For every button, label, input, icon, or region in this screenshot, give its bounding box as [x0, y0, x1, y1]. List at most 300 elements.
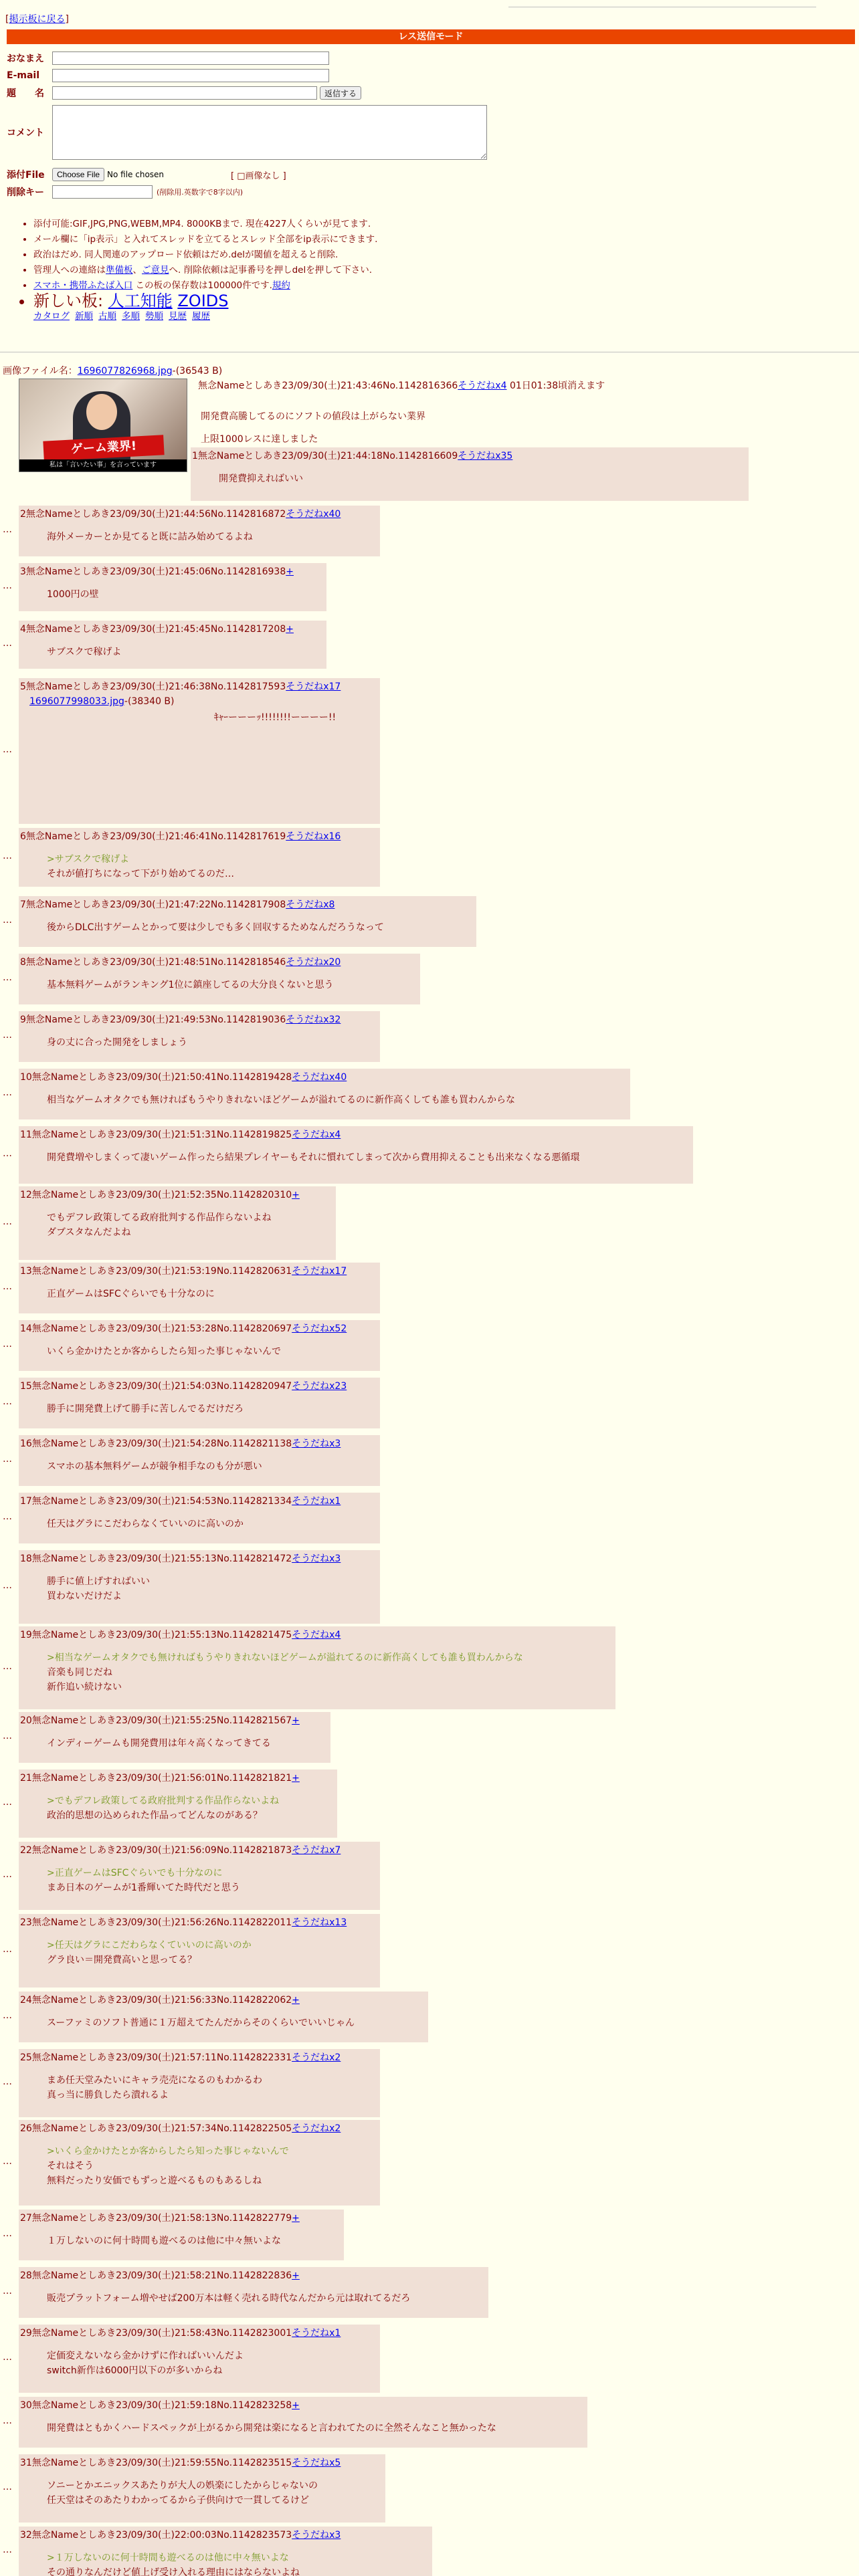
- reply-body: [20, 1509, 375, 1531]
- reply-header: [20, 1915, 375, 1930]
- reply-number: 22: [20, 1845, 32, 1856]
- reply-datetime[interactable]: 23/09/30(土)21:44:18No.1142816609: [282, 451, 458, 461]
- body-line: 任天堂はそのあたりわかってるから子供向けで一貫してるけど: [47, 2495, 309, 2506]
- reply-name: 無念Nameとしあき: [25, 509, 110, 520]
- reply-body: [20, 2283, 483, 2306]
- quote-line: >任天はグラにこだわらなくていいのに高いのか: [47, 1940, 252, 1951]
- reply-body: [20, 579, 321, 602]
- reply-number: 26: [20, 2123, 32, 2134]
- reply-header: [20, 1494, 375, 1509]
- reply-header: [20, 622, 321, 637]
- reply-header: [20, 2050, 375, 2065]
- body-line: ソニーとかエニックスあたりが大人の娯楽にしたからじゃないの: [47, 2480, 318, 2491]
- reply-body: [20, 2341, 375, 2378]
- reply-datetime[interactable]: 23/09/30(土)21:45:45No.1142817208: [110, 624, 286, 635]
- reply-datetime[interactable]: 23/09/30(土)21:59:18No.1142823258: [116, 2400, 292, 2411]
- reply-indent-dots: …: [3, 1216, 12, 1227]
- rule-item: • 政治はだめ. 同人関連のアップロード依頼はだめ.delが閾値を超えると削除.: [33, 247, 377, 263]
- reply-indent-dots: …: [3, 524, 12, 535]
- reply-name: 無念Nameとしあき: [31, 1190, 116, 1200]
- body-line: スーファミのソフト普通に１万超えてたんだからそのくらいでいいじゃん: [47, 2018, 355, 2028]
- body-line: でもデフレ政策してる政府批判する作品作らないよね: [47, 1212, 272, 1223]
- body-line: インディーゲームも開発費用は年々高くなってきてる: [47, 1738, 271, 1749]
- reply-body: [20, 1394, 375, 1416]
- reply-number: 9: [20, 1014, 26, 1025]
- reply-name: 無念Nameとしあき: [25, 1014, 110, 1025]
- reply-name: 無念Nameとしあき: [25, 831, 110, 842]
- reply-body: [192, 463, 743, 486]
- image-banner-text: ゲーム業界!: [43, 435, 164, 461]
- sodane-button[interactable]: +: [292, 2270, 300, 2281]
- catalog-links: [33, 309, 377, 324]
- name-label: おなまえ: [7, 53, 44, 64]
- reply-post: [19, 896, 476, 947]
- new-boards: • 新しい板: 人工知能 ZOIDS: [33, 294, 377, 309]
- reply-name: 無念Nameとしあき: [31, 1845, 116, 1856]
- image-caption-text: 私は「言いたい事」を言っています: [19, 459, 187, 471]
- sort-momentum-link[interactable]: 勢順: [145, 311, 163, 322]
- reply-header: [20, 1264, 375, 1279]
- reply-number: 16: [20, 1438, 32, 1449]
- reply-number: 32: [20, 2530, 32, 2541]
- reply-datetime[interactable]: 23/09/30(土)21:51:31No.1142819825: [116, 1130, 292, 1140]
- reply-body: [20, 2543, 427, 2576]
- sodane-button[interactable]: +: [292, 2213, 300, 2224]
- reply-header: [20, 1551, 375, 1566]
- sort-many-link[interactable]: 多順: [122, 311, 140, 322]
- reply-header: [20, 2121, 375, 2136]
- reply-body: [20, 1858, 375, 1895]
- body-line: 政治的思想の込められた作品ってどんなのがある？: [47, 1810, 262, 1821]
- reply-file-size: -(38340 B): [124, 696, 175, 707]
- body-line: １万しないのに何十時間も遊べるのは他に中々無いよな: [47, 2236, 281, 2246]
- reply-datetime[interactable]: 23/09/30(土)21:54:53No.1142821334: [116, 1496, 292, 1507]
- reply-body: [20, 1085, 625, 1107]
- sodane-button[interactable]: そうだねx2: [292, 2052, 341, 2063]
- op-datetime[interactable]: 23/09/30(土)21:43:46No.1142816366: [282, 381, 458, 391]
- reply-indent-dots: …: [3, 2482, 12, 2492]
- reply-number: 10: [20, 1072, 32, 1083]
- body-line: サブスクで稼げよ: [47, 647, 122, 657]
- reply-body: [20, 1279, 375, 1301]
- reply-post: [19, 1914, 380, 1988]
- op-file-link[interactable]: 1696077826968.jpg: [77, 366, 173, 377]
- reply-datetime[interactable]: 23/09/30(土)21:54:03No.1142820947: [116, 1381, 292, 1392]
- reply-datetime[interactable]: 23/09/30(土)21:54:28No.1142821138: [116, 1438, 292, 1449]
- op-line: 開発費高騰してるのにソフトの値段は上がらない業界: [201, 411, 425, 422]
- reply-datetime[interactable]: 23/09/30(土)21:45:06No.1142816938: [110, 566, 286, 577]
- reply-indent-dots: …: [3, 2228, 12, 2239]
- image-face-shape: [86, 394, 117, 430]
- quote-line: >相当なゲームオタクでも無ければもうやりきれないほどゲームが溢れてるのに新作高くしても誰も買わんからな: [47, 1652, 523, 1663]
- sodane-button[interactable]: +: [286, 566, 294, 577]
- body-line: 相当なゲームオタクでも無ければもうやりきれないほどゲームが溢れてるのに新作高くしても誰も買わんからな: [47, 1095, 515, 1105]
- reply-post: [19, 2397, 587, 2448]
- reply-datetime[interactable]: 23/09/30(土)22:00:03No.1142823573: [116, 2530, 292, 2541]
- reply-post: [19, 1263, 380, 1313]
- sodane-button[interactable]: そうだねx7: [292, 1845, 341, 1856]
- body-line: 正直ゲームはSFCぐらいでも十分なのに: [47, 1289, 215, 1299]
- rule-item: • メール欄に「ip表示」と入れてスレッドを立てるとスレッド全部をip表示にできます.: [33, 232, 377, 247]
- comment-textarea[interactable]: [52, 105, 487, 160]
- sodane-button[interactable]: そうだねx20: [286, 957, 341, 968]
- reply-indent-dots: …: [3, 915, 12, 926]
- reply-name: 無念Nameとしあき: [25, 624, 110, 635]
- body-line: 新作追い続けない: [47, 1682, 122, 1693]
- sodane-button[interactable]: そうだねx1: [292, 1496, 341, 1507]
- reply-datetime[interactable]: 23/09/30(土)21:57:34No.1142822505: [116, 2123, 292, 2134]
- reply-number: 23: [20, 1917, 32, 1928]
- body-line: それが値打ちになって下がり始めてるのだ…: [47, 869, 234, 879]
- reply-number: 11: [20, 1130, 32, 1140]
- reply-number: 14: [20, 1323, 32, 1334]
- reply-number: 31: [20, 2458, 32, 2468]
- reply-datetime[interactable]: 23/09/30(土)21:47:22No.1142817908: [110, 899, 286, 910]
- reply-post: [19, 1493, 380, 1543]
- board-link[interactable]: 準備板: [106, 265, 133, 276]
- sort-old-link[interactable]: 古順: [98, 311, 116, 322]
- sodane-button[interactable]: そうだねx16: [286, 831, 341, 842]
- reply-header: [20, 1993, 423, 2008]
- reply-post: [19, 2120, 380, 2206]
- catalog-link[interactable]: カタログ: [33, 311, 70, 322]
- reply-number: 8: [20, 957, 26, 968]
- reply-body: [20, 1930, 375, 1967]
- sodane-button[interactable]: +: [292, 2400, 300, 2411]
- email-input[interactable]: [52, 69, 329, 82]
- sodane-button[interactable]: そうだねx3: [292, 1438, 341, 1449]
- reply-name: 無念Nameとしあき: [25, 899, 110, 910]
- sodane-button[interactable]: そうだねx8: [286, 899, 335, 910]
- reply-body: [20, 844, 375, 881]
- reply-indent-dots: …: [3, 1580, 12, 1591]
- reply-name: 無念Nameとしあき: [31, 1323, 116, 1334]
- reply-body: [20, 2413, 582, 2436]
- reply-header: [20, 1128, 688, 1142]
- reply-indent-dots: …: [3, 1731, 12, 1741]
- sodane-button[interactable]: そうだねx2: [292, 2123, 341, 2134]
- reply-name: 無念Nameとしあき: [31, 1553, 116, 1564]
- reply-header: [20, 1379, 375, 1394]
- reply-post: [19, 506, 380, 556]
- sodane-button[interactable]: +: [292, 1190, 300, 1200]
- reply-post: [19, 1186, 336, 1260]
- sodane-button[interactable]: そうだねx4: [292, 1130, 341, 1140]
- reply-body: [20, 2136, 375, 2188]
- sodane-button[interactable]: そうだねx1: [292, 2328, 341, 2339]
- reply-datetime[interactable]: 23/09/30(土)21:59:55No.1142823515: [116, 2458, 292, 2468]
- reply-datetime[interactable]: 23/09/30(土)21:58:13No.1142822779: [116, 2213, 292, 2224]
- op-thumbnail-image[interactable]: [19, 379, 187, 472]
- reply-header: [20, 2326, 375, 2341]
- reply-post: [19, 2325, 380, 2393]
- reply-indent-dots: …: [3, 1148, 12, 1159]
- reply-form: [7, 49, 542, 201]
- sodane-button[interactable]: +: [292, 1773, 300, 1784]
- quote-line: >サブスクで稼げよ: [47, 854, 130, 865]
- reply-indent-dots: …: [3, 1339, 12, 1350]
- subject-input[interactable]: [52, 86, 317, 100]
- reply-datetime[interactable]: 23/09/30(土)21:55:13No.1142821472: [116, 1553, 292, 1564]
- op-body: [201, 405, 425, 451]
- reply-indent-dots: …: [3, 1944, 12, 1955]
- reply-name: 無念Nameとしあき: [25, 957, 110, 968]
- reply-post: [19, 2454, 385, 2523]
- op-name: 無念Nameとしあき: [198, 381, 282, 391]
- sodane-button[interactable]: そうだねx40: [286, 509, 341, 520]
- reply-body: [20, 1027, 375, 1050]
- reply-name: 無念Nameとしあき: [31, 1438, 116, 1449]
- reply-datetime[interactable]: 23/09/30(土)21:53:19No.1142820631: [116, 1266, 292, 1277]
- reply-number: 12: [20, 1190, 32, 1200]
- reply-name: 無念Nameとしあき: [31, 1266, 116, 1277]
- reply-indent-dots: …: [3, 2076, 12, 2087]
- reply-number: 28: [20, 2270, 32, 2281]
- delete-key-label: 削除キー: [7, 187, 44, 198]
- submit-reply-button[interactable]: 返信する: [320, 86, 361, 100]
- op-sodane-button[interactable]: そうだねx4: [458, 381, 507, 391]
- sodane-button[interactable]: そうだねx23: [292, 1381, 347, 1392]
- reply-body: [20, 2226, 339, 2248]
- reply-body: [20, 1451, 375, 1474]
- reply-post: [19, 2049, 380, 2117]
- reply-file-link[interactable]: 1696077998033.jpg: [29, 696, 124, 707]
- reply-body: [20, 637, 321, 659]
- reply-datetime[interactable]: 23/09/30(土)21:56:33No.1142822062: [116, 1995, 292, 2006]
- sodane-button[interactable]: そうだねx4: [292, 1630, 341, 1640]
- reply-name: 無念Nameとしあき: [31, 1630, 116, 1640]
- sodane-button[interactable]: +: [292, 1715, 300, 1726]
- sodane-button[interactable]: そうだねx17: [292, 1266, 347, 1277]
- reply-datetime[interactable]: 23/09/30(土)21:55:13No.1142821475: [116, 1630, 292, 1640]
- body-line: 1000円の壁: [47, 589, 99, 600]
- reply-datetime[interactable]: 23/09/30(土)21:46:41No.1142817619: [110, 831, 286, 842]
- reply-number: 27: [20, 2213, 32, 2224]
- reply-body: [20, 2470, 380, 2508]
- sodane-button[interactable]: +: [292, 1995, 300, 2006]
- reply-header: [20, 2528, 427, 2543]
- reply-post: [19, 1769, 337, 1838]
- reply-datetime[interactable]: 23/09/30(土)21:50:41No.1142819428: [116, 1072, 292, 1083]
- quote-line: >でもデフレ政策してる政府批判する作品作らないよね: [47, 1796, 280, 1806]
- reply-name: 無念Nameとしあき: [31, 2213, 116, 2224]
- body-line: 勝手に値上げすればいい: [47, 1576, 150, 1587]
- reply-name: 無念Nameとしあき: [197, 451, 282, 461]
- sodane-button[interactable]: そうだねx40: [292, 1072, 347, 1083]
- reply-post: [19, 1378, 380, 1428]
- reply-header: [20, 1843, 375, 1858]
- back-link-wrapper: [掲示板に戻る]: [5, 14, 69, 25]
- reply-name: 無念Nameとしあき: [31, 2123, 116, 2134]
- sodane-button[interactable]: そうだねx5: [292, 2458, 341, 2468]
- reply-post: [19, 1011, 380, 1062]
- reply-indent-dots: …: [3, 1661, 12, 1672]
- reply-number: 1: [192, 451, 198, 461]
- board-link-ai[interactable]: 人工知能: [108, 292, 173, 310]
- reply-indent-dots: …: [3, 1797, 12, 1808]
- reply-name: 無念Nameとしあき: [31, 1917, 116, 1928]
- body-line: 海外メーカーとか見てると既に詰み始めてるよね: [47, 532, 253, 542]
- reply-datetime[interactable]: 23/09/30(土)21:56:26No.1142822011: [116, 1917, 292, 1928]
- quote-line: >１万しないのに何十時間も遊べるのは他に中々無いよな: [47, 2553, 289, 2563]
- body-line: 無料だったり安価でもずっと遊べるものもあるしね: [47, 2175, 262, 2186]
- reply-body: [20, 1566, 375, 1604]
- sodane-button[interactable]: そうだねx35: [458, 451, 513, 461]
- reply-number: 25: [20, 2052, 32, 2063]
- reply-indent-dots: …: [3, 2010, 12, 2021]
- reply-indent-dots: …: [3, 1087, 12, 1098]
- viewed-link[interactable]: 見歴: [169, 311, 187, 322]
- reply-post: [19, 621, 326, 669]
- reply-post: [19, 828, 380, 887]
- history-link[interactable]: 履歴: [192, 311, 210, 322]
- reply-name: 無念Nameとしあき: [31, 1773, 116, 1784]
- reply-indent-dots: …: [3, 1396, 12, 1407]
- op-header: [198, 379, 605, 392]
- reply-name: 無念Nameとしあき: [31, 2270, 116, 2281]
- name-input[interactable]: [52, 51, 329, 65]
- reply-indent-dots: …: [3, 851, 12, 861]
- reply-indent-dots: …: [3, 2352, 12, 2363]
- reply-name: 無念Nameとしあき: [31, 1995, 116, 2006]
- board-link-zoids[interactable]: ZOIDS: [177, 292, 229, 310]
- board-rules: [33, 217, 377, 324]
- reply-post: [191, 447, 749, 501]
- reply-name: 無念Nameとしあき: [25, 681, 110, 692]
- reply-indent-dots: …: [3, 2286, 12, 2296]
- reply-header: [20, 1321, 375, 1336]
- sodane-button[interactable]: +: [286, 624, 294, 635]
- reply-header: [20, 955, 415, 970]
- reply-number: 13: [20, 1266, 32, 1277]
- reply-name: 無念Nameとしあき: [31, 1496, 116, 1507]
- sodane-button[interactable]: そうだねx3: [292, 1553, 341, 1564]
- reply-indent-dots: …: [3, 744, 12, 755]
- reply-header: [20, 1012, 375, 1027]
- body-line: 身の丈に合った開発をしましょう: [47, 1037, 187, 1048]
- body-line: ダブスタなんだよね: [47, 1227, 131, 1238]
- reply-indent-dots: …: [3, 1281, 12, 1292]
- terms-link[interactable]: 規約: [272, 280, 290, 291]
- body-line: その通りなんだけど値上げ受け入れる理由にはならないよね: [47, 2567, 300, 2576]
- reply-post: [19, 1320, 380, 1371]
- reply-number: 19: [20, 1630, 32, 1640]
- quote-line: >いくら金かけたとか客からしたら知った事じゃないんで: [47, 2146, 289, 2157]
- reply-name: 無念Nameとしあき: [31, 2400, 116, 2411]
- rule-item: • スマホ・携帯ふたば入口 この板の保存数は100000件です.規約: [33, 278, 377, 294]
- reply-body: [20, 1728, 325, 1751]
- reply-file-info: [20, 694, 375, 709]
- reply-number: 30: [20, 2400, 32, 2411]
- reply-number: 24: [20, 1995, 32, 2006]
- sodane-button[interactable]: そうだねx3: [292, 2530, 341, 2541]
- reply-indent-dots: …: [3, 2545, 12, 2555]
- back-to-board-link[interactable]: 掲示板に戻る: [9, 14, 66, 25]
- no-image-checkbox[interactable]: [ □画像なし ]: [231, 171, 286, 181]
- reply-datetime[interactable]: 23/09/30(土)21:57:11No.1142822331: [116, 2052, 292, 2063]
- reply-post: [19, 1069, 630, 1119]
- reply-name: 無念Nameとしあき: [31, 1130, 116, 1140]
- reply-datetime[interactable]: 23/09/30(土)21:58:21No.1142822836: [116, 2270, 292, 2281]
- reply-datetime[interactable]: 23/09/30(土)21:58:43No.1142823001: [116, 2328, 292, 2339]
- reply-indent-dots: …: [3, 1869, 12, 1880]
- reply-post: [19, 678, 380, 824]
- reply-name: 無念Nameとしあき: [31, 2052, 116, 2063]
- reply-post: [19, 1712, 330, 1763]
- reply-datetime[interactable]: 23/09/30(土)21:53:28No.1142820697: [116, 1323, 292, 1334]
- reply-datetime[interactable]: 23/09/30(土)21:56:01No.1142821821: [116, 1773, 292, 1784]
- reply-body: [20, 1336, 375, 1359]
- comment-label: コメント: [7, 128, 44, 138]
- reply-number: 29: [20, 2328, 32, 2339]
- quote-line: >正直ゲームはSFCぐらいでも十分なのに: [47, 1868, 223, 1879]
- reply-header: [20, 2211, 339, 2226]
- body-line: まあ任天堂みたいにキャラ売売になるのもわかるわ: [47, 2075, 262, 2086]
- delete-key-input[interactable]: [52, 185, 153, 199]
- reply-datetime[interactable]: 23/09/30(土)21:44:56No.1142816872: [110, 509, 286, 520]
- reply-datetime[interactable]: 23/09/30(土)21:52:35No.1142820310: [116, 1190, 292, 1200]
- reply-datetime[interactable]: 23/09/30(土)21:49:53No.1142819036: [110, 1014, 286, 1025]
- sodane-button[interactable]: そうだねx13: [292, 1917, 347, 1928]
- reply-header: [20, 2398, 582, 2413]
- reply-indent-dots: …: [3, 972, 12, 983]
- sodane-button[interactable]: そうだねx32: [286, 1014, 341, 1025]
- sodane-button[interactable]: そうだねx17: [286, 681, 341, 692]
- reply-number: 7: [20, 899, 26, 910]
- reply-body: [20, 1642, 610, 1695]
- delete-key-hint: (削除用.英数字で8字以内): [157, 188, 244, 197]
- reply-body: [20, 2008, 423, 2030]
- reply-datetime[interactable]: 23/09/30(土)21:55:25No.1142821567: [116, 1715, 292, 1726]
- reply-datetime[interactable]: 23/09/30(土)21:56:09No.1142821873: [116, 1845, 292, 1856]
- op-expire: 01日01:38頃消えます: [506, 381, 605, 391]
- reply-datetime[interactable]: 23/09/30(土)21:46:38No.1142817593: [110, 681, 286, 692]
- sodane-button[interactable]: そうだねx52: [292, 1323, 347, 1334]
- body-line: 開発費はともかくハードスペックが上がるから開発は楽になると言われてたのに全然そんなこと無かったな: [47, 2423, 496, 2434]
- reply-number: 5: [20, 681, 26, 692]
- sort-new-link[interactable]: 新順: [75, 311, 93, 322]
- body-line: グラ良い＝開発費高いと思ってる？: [47, 1955, 197, 1965]
- reply-post: [19, 2210, 344, 2260]
- reply-post: [19, 563, 326, 611]
- reply-post: [19, 1842, 380, 1910]
- body-line: 任天はグラにこだわらなくていいのに高いのか: [47, 1519, 244, 1529]
- reply-datetime[interactable]: 23/09/30(土)21:48:51No.1142818546: [110, 957, 286, 968]
- body-line: 勝手に開発費上げて勝手に苦しんでるだけだろ: [47, 1404, 244, 1414]
- body-line: 基本無料ゲームがランキング1位に鎮座してるの大分良くないと思う: [47, 980, 334, 990]
- reply-header: [20, 1628, 610, 1642]
- choose-file-button[interactable]: Choose File: [52, 168, 104, 181]
- reply-name: 無念Nameとしあき: [25, 566, 110, 577]
- reply-post: [19, 1435, 380, 1486]
- mobile-entry-link[interactable]: スマホ・携帯ふたば入口: [33, 280, 133, 291]
- reply-header: [20, 1188, 330, 1202]
- reply-name: 無念Nameとしあき: [31, 1381, 116, 1392]
- reply-body: [20, 2065, 375, 2103]
- reply-indent-dots: …: [3, 638, 12, 649]
- op-file-info: 画像ファイル名：1696077826968.jpg-(36543 B): [3, 366, 223, 377]
- body-line: それはそう: [47, 2161, 94, 2171]
- reply-header: [20, 564, 321, 579]
- reply-header: [20, 1713, 325, 1728]
- body-line: 後からDLC出すゲームとかって要は少しでも多く回収するためなんだろうなって: [47, 922, 384, 933]
- reply-indent-dots: …: [3, 580, 12, 591]
- reply-number: 2: [20, 509, 26, 520]
- opinion-link[interactable]: ご意見: [142, 265, 169, 276]
- reply-name: 無念Nameとしあき: [31, 2328, 116, 2339]
- op-line: 上限1000レスに達しました: [201, 434, 318, 445]
- reply-indent-dots: …: [3, 2416, 12, 2426]
